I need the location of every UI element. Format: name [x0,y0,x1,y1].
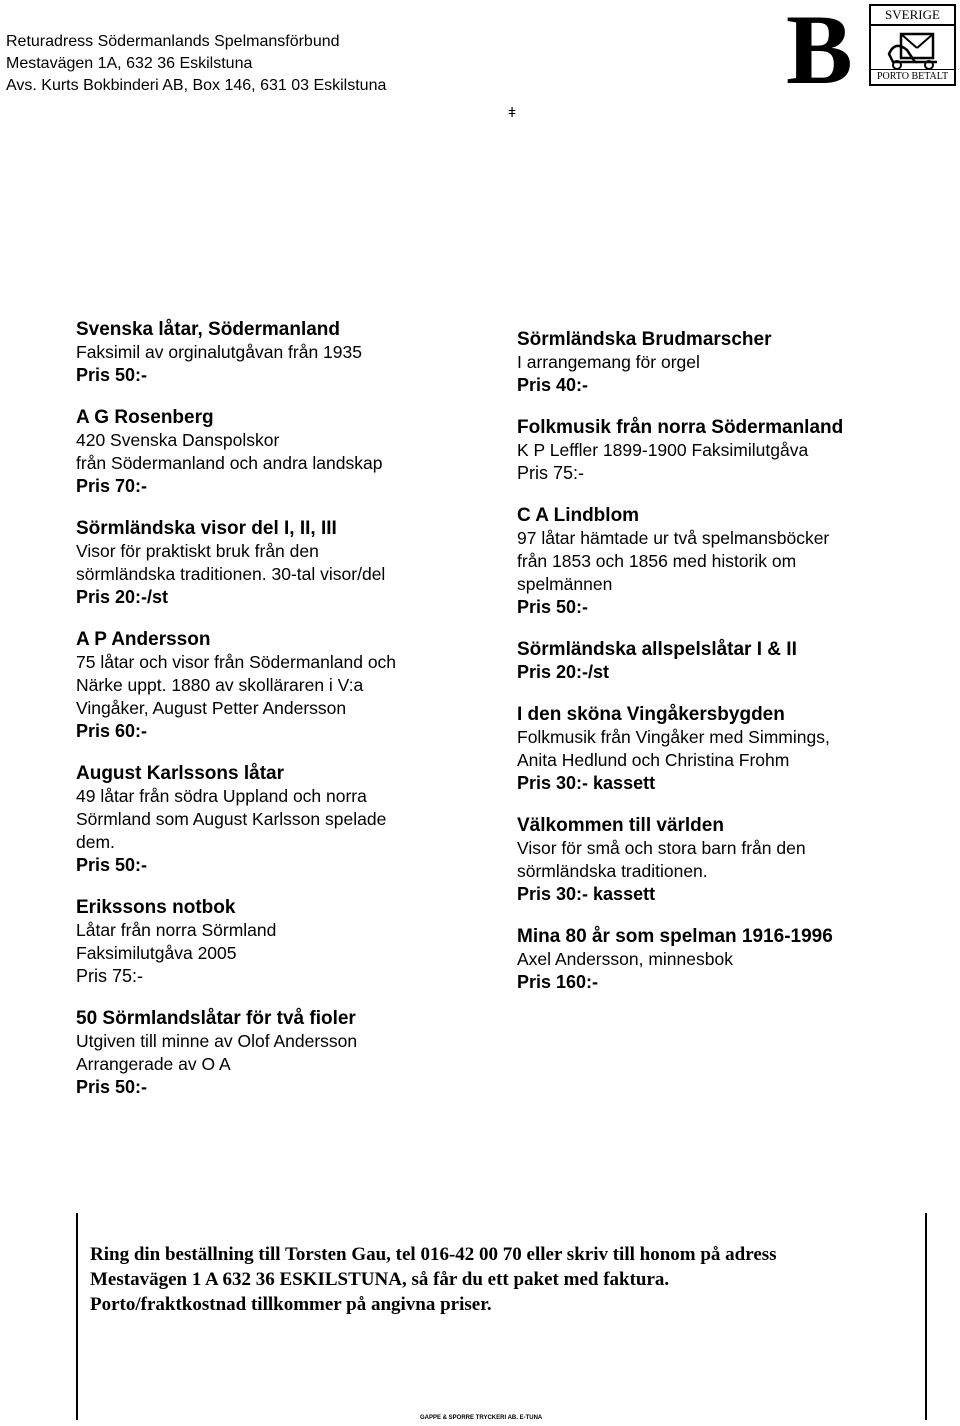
product-price: Pris 30:- kassett [517,884,656,904]
product-description: 49 låtar från södra Uppland och norra [76,786,367,806]
product-description: Anita Hedlund och Christina Frohm [517,750,790,770]
product-description: Faksimilutgåva 2005 [76,943,237,963]
order-instructions-line: Ring din beställning till Torsten Gau, tel 016-42 00 70 eller skriv till honom på adress [90,1244,777,1265]
product-description: Närke uppt. 1880 av skolläraren i V:a [76,675,364,695]
product-title: A P Andersson [76,629,211,650]
product-item [517,814,937,906]
product-price: Pris 50:- [76,855,148,875]
postage-paid-stamp [869,4,956,86]
printer-credit: GAPPE & SPORRE TRYCKERI AB. E-TUNA [420,1415,543,1421]
product-title: Sörmländska Brudmarscher [517,329,772,350]
product-description: Faksimil av orginalutgåvan från 1935 [76,342,362,362]
product-price: Pris 20:-/st [76,587,169,607]
product-title: Folkmusik från norra Södermanland [517,417,844,438]
product-price: Pris 50:- [76,365,148,385]
order-box-left-rule [76,1213,78,1420]
product-description: sörmländska traditionen. [517,861,708,881]
product-title: 50 Sörmlandslåtar för två fioler [76,1008,356,1029]
product-item [517,638,937,684]
product-description: I arrangemang för orgel [517,352,700,372]
product-item [76,896,476,988]
product-price: Pris 50:- [76,1077,148,1097]
product-item [517,703,937,795]
product-item [76,762,476,877]
postage-class-letter: B [786,0,853,105]
return-address [6,31,386,97]
return-address-line: Mestavägen 1A, 632 36 Eskilstuna [6,55,253,72]
product-price: Pris 70:- [76,476,148,496]
product-item [517,504,937,619]
order-instructions-line: Porto/fraktkostnad tillkommer på angivna priser. [90,1294,492,1315]
product-description: Visor för små och stora barn från den [517,838,806,858]
product-title: I den sköna Vingåkersbygden [517,704,785,725]
postal-horn-emblem-icon [885,28,943,72]
product-price: Pris 160:- [517,972,599,992]
stamp-status: PORTO BETALT [871,69,954,84]
product-description: spelmännen [517,574,613,594]
speck-mark: ǂ [508,104,517,120]
product-description: Låtar från norra Sörmland [76,920,277,940]
product-item [76,406,476,498]
product-price: Pris 20:-/st [517,662,610,682]
product-description: Arrangerade av O A [76,1054,231,1074]
product-description: Vingåker, August Petter Andersson [76,698,347,718]
product-price: Pris 40:- [517,375,589,395]
product-item [517,328,937,397]
order-instructions [90,1242,777,1317]
product-title: Välkommen till världen [517,815,724,836]
product-description: 420 Svenska Danspolskor [76,430,280,450]
product-description: från 1853 och 1856 med historik om [517,551,797,571]
product-price: Pris 75:- [517,463,585,483]
product-description: sörmländska traditionen. 30-tal visor/del [76,564,386,584]
product-description: Sörmland som August Karlsson spelade [76,809,387,829]
product-description: Utgiven till minne av Olof Andersson [76,1031,358,1051]
product-title: C A Lindblom [517,505,640,526]
product-description: 97 låtar hämtade ur två spelmansböcker [517,528,830,548]
product-title: Sörmländska allspelslåtar I & II [517,639,797,660]
product-item [517,416,937,485]
product-price: Pris 50:- [517,597,589,617]
product-description: 75 låtar och visor från Södermanland och [76,652,397,672]
product-item [76,318,476,387]
product-item [76,1007,476,1099]
product-item [76,517,476,609]
left-product-column [76,318,476,1118]
product-title: Svenska låtar, Södermanland [76,319,341,340]
product-price: Pris 60:- [76,721,148,741]
product-item [76,628,476,743]
product-title: Mina 80 år som spelman 1916-1996 [517,926,833,947]
product-price: Pris 75:- [76,966,144,986]
product-title: Erikssons notbok [76,897,236,918]
product-description: Visor för praktiskt bruk från den [76,541,319,561]
product-description: dem. [76,832,115,852]
product-title: August Karlssons låtar [76,763,284,784]
product-item [517,925,937,994]
right-product-column [517,328,937,1013]
stamp-country: SVERIGE [871,6,954,26]
product-description: Axel Andersson, minnesbok [517,949,733,969]
return-address-line: Returadress Södermanlands Spelmansförbund [6,33,340,50]
order-box-right-rule [925,1213,927,1420]
product-description: från Södermanland och andra landskap [76,453,383,473]
product-price: Pris 30:- kassett [517,773,656,793]
product-description: K P Leffler 1899-1900 Faksimilutgåva [517,440,809,460]
product-title: Sörmländska visor del I, II, III [76,518,337,539]
product-description: Folkmusik från Vingåker med Simmings, [517,727,830,747]
product-title: A G Rosenberg [76,407,214,428]
return-address-line: Avs. Kurts Bokbinderi AB, Box 146, 631 03 Eskilstuna [6,77,387,94]
order-instructions-line: Mestavägen 1 A 632 36 ESKILSTUNA, så får du ett paket med faktura. [90,1269,670,1290]
